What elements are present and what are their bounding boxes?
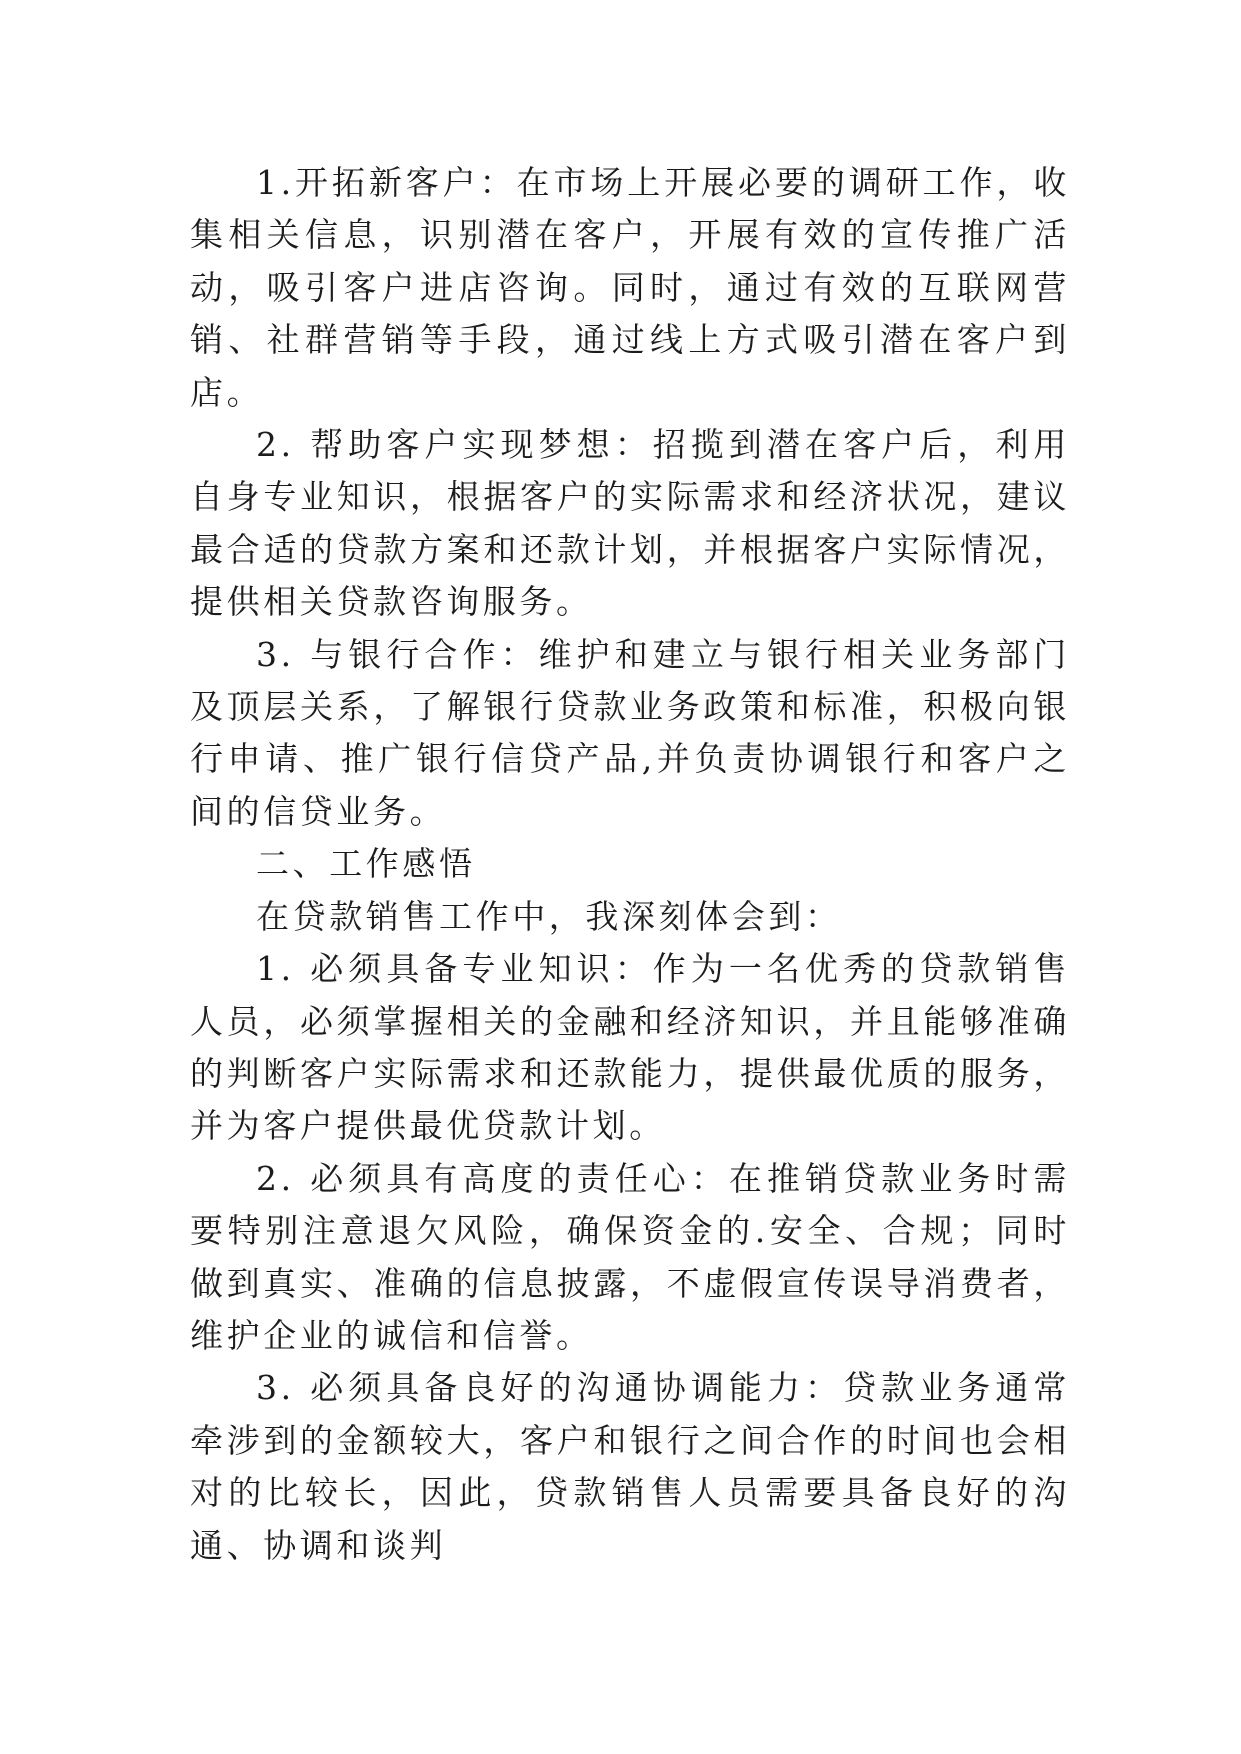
section-heading: 二、工作感悟 [256,844,476,884]
paragraph-bank-cooperation: 3. 与银行合作：维护和建立与银行相关业务部门及顶层关系，了解银行贷款业务政策和标准，积极向银行申请、推广银行信贷产品,并负责协调银行和客户之间的信贷业务。 [190,634,1070,831]
paragraph-help-customers: 2. 帮助客户实现梦想：招揽到潜在客户后，利用自身专业知识，根据客户的实际需求和经济状况，建议最合适的贷款方案和还款计划，并根据客户实际情况，提供相关贷款咨询服务。 [190,425,1070,622]
paragraph-responsibility: 2. 必须具有高度的责任心：在推销贷款业务时需要特别注意退欠风险，确保资金的.安全、合规；同时做到真实、准确的信息披露，不虚假宣传误导消费者，维护企业的诚信和信誉。 [190,1158,1070,1355]
document-body [190,157,1070,1572]
paragraph-intro: 在贷款销售工作中，我深刻体会到： [256,896,842,936]
paragraph-professional-knowledge: 1. 必须具备专业知识：作为一名优秀的贷款销售人员，必须掌握相关的金融和经济知识，并且能够准确的判断客户实际需求和还款能力，提供最优质的服务，并为客户提供最优贷款计划。 [190,949,1070,1146]
paragraph-communication: 3. 必须具备良好的沟通协调能力：贷款业务通常牵涉到的金额较大，客户和银行之间合作的时间也会相对的比较长，因此，贷款销售人员需要具备良好的沟通、协调和谈判 [190,1368,1070,1565]
paragraph-new-customers: 1.开拓新客户：在市场上开展必要的调研工作，收集相关信息，识别潜在客户，开展有效的宣传推广活动，吸引客户进店咨询。同时，通过有效的互联网营销、社群营销等手段，通过线上方式吸引潜在客户到店。 [190,163,1070,412]
